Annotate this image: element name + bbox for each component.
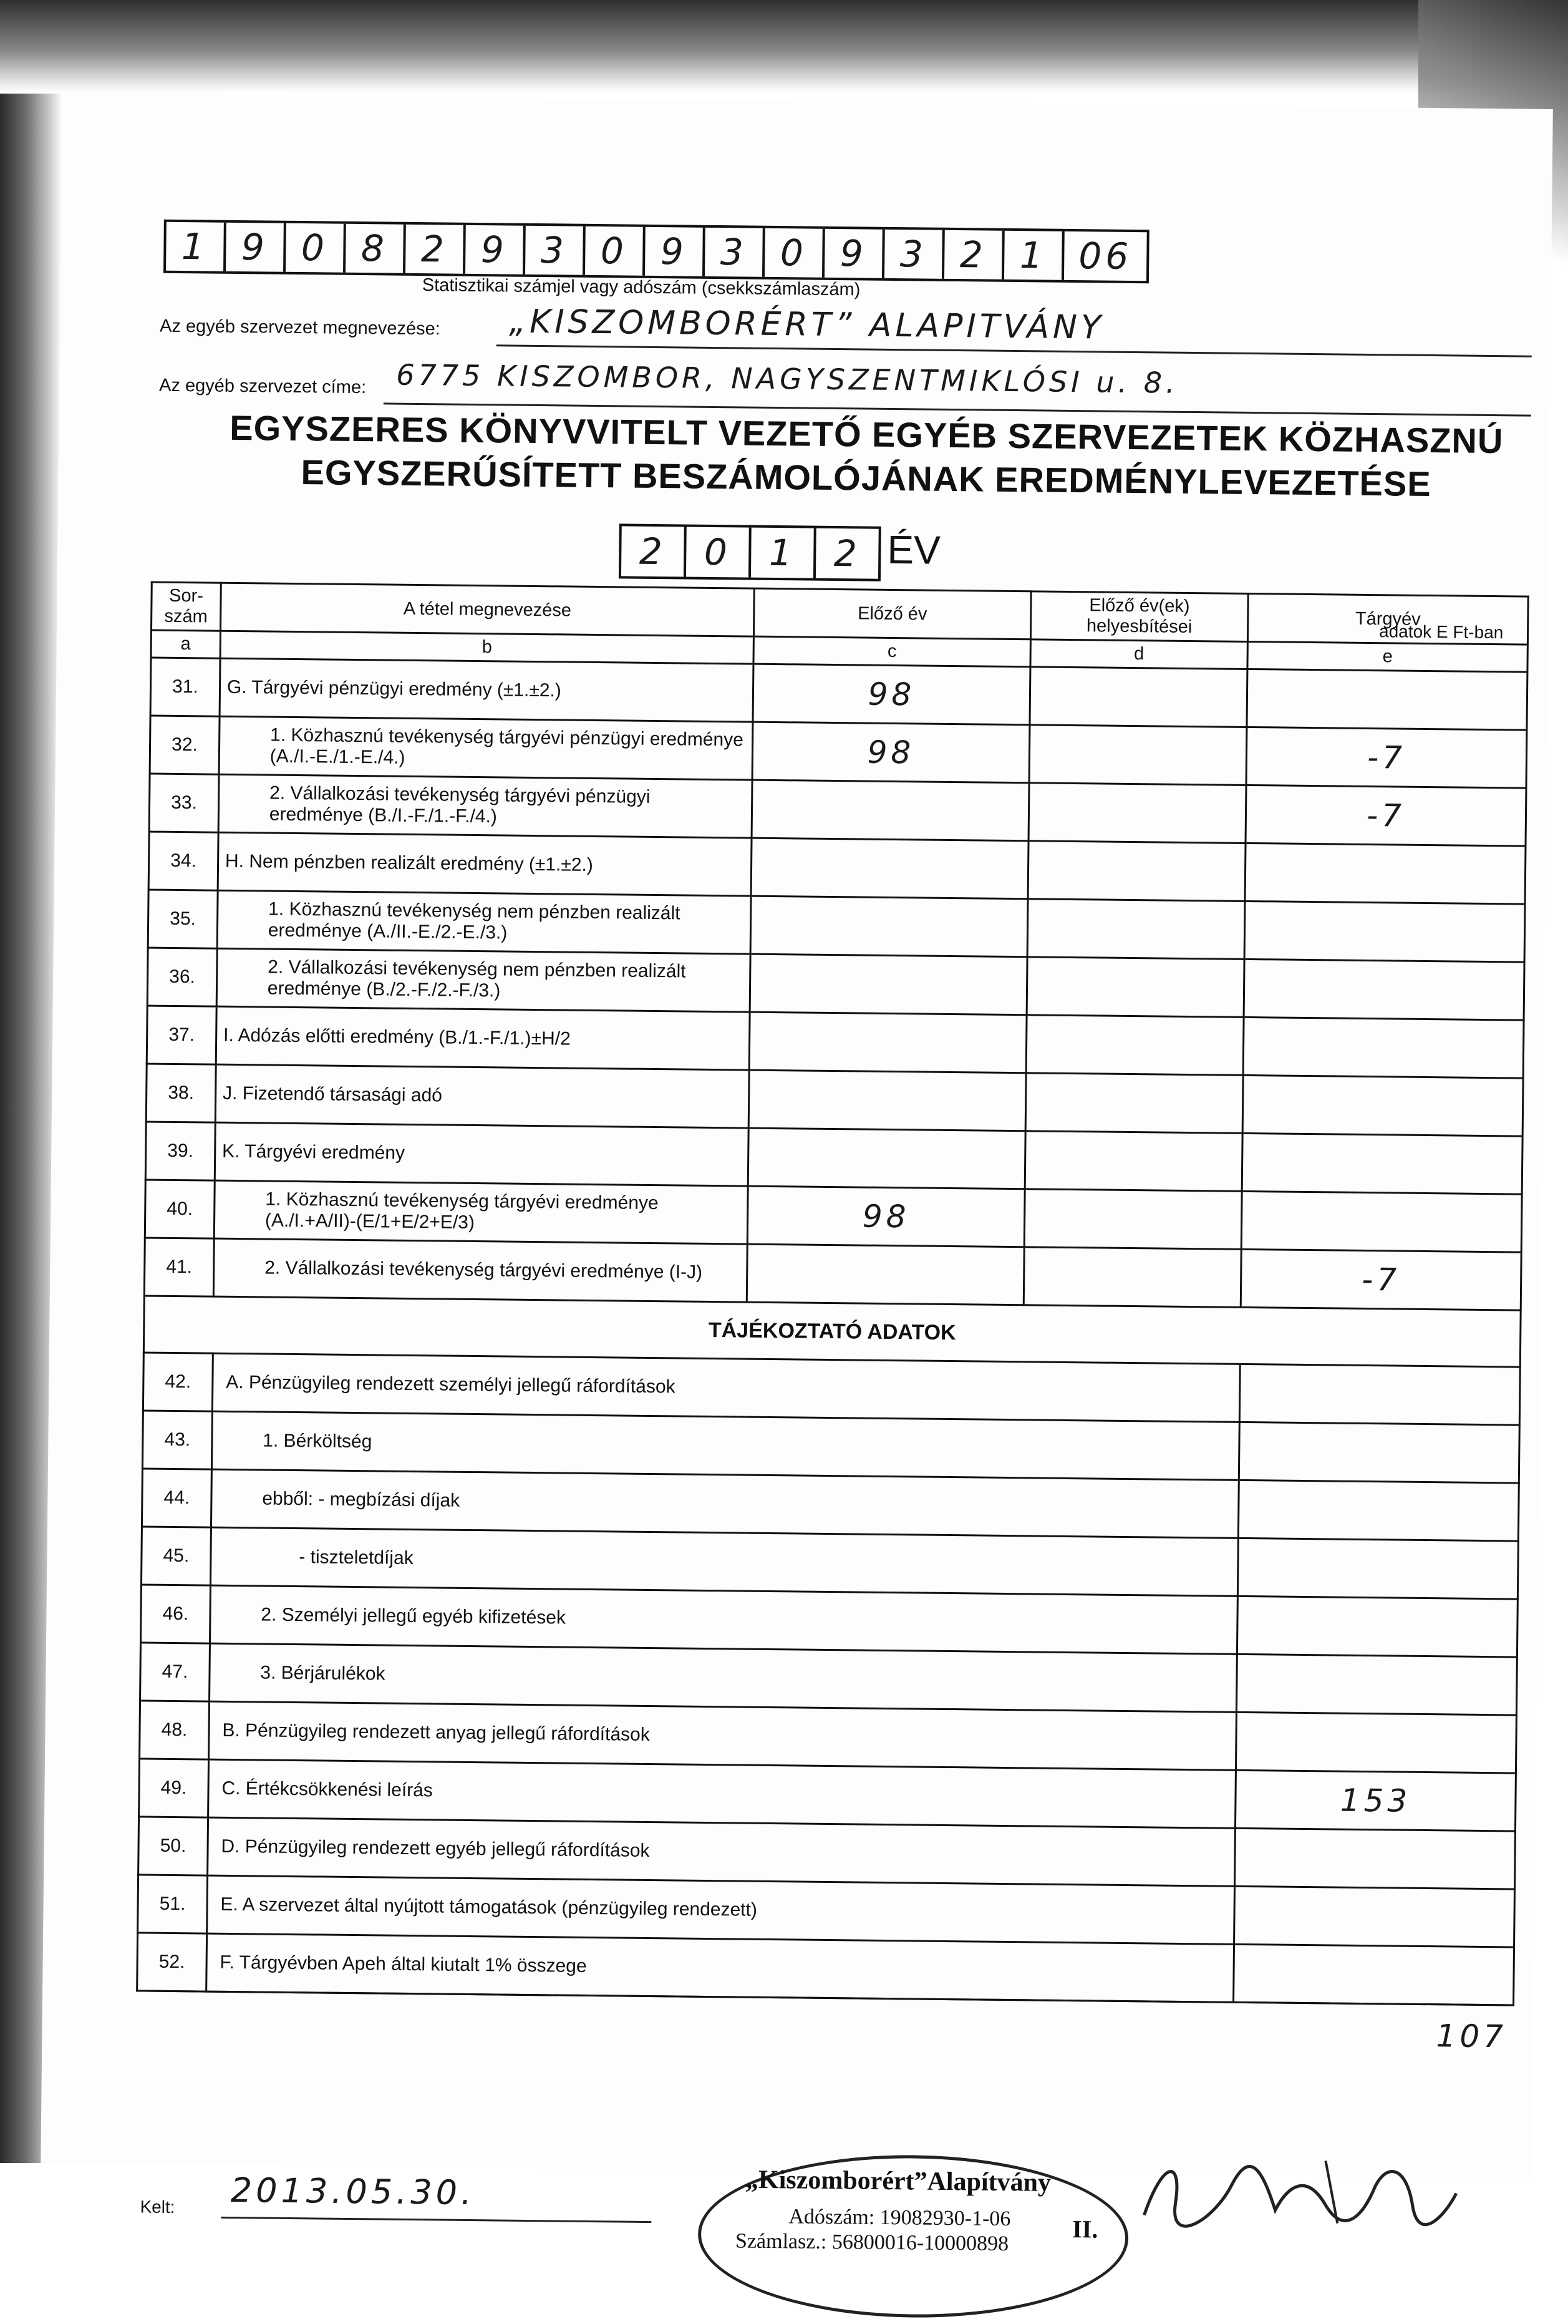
info-row-label: E. A szervezet által nyújtott támogatások (pénzügyileg rendezett) — [207, 1875, 1235, 1944]
id-digit-box: 0 — [765, 228, 825, 278]
id-digit-box: 9 — [465, 225, 526, 275]
unit-note: adatok E Ft-ban — [1378, 621, 1504, 643]
row-prev-value: 98 — [747, 1186, 1024, 1247]
year-suffix: ÉV — [887, 527, 941, 573]
info-row-label: C. Értékcsökkenési leírás — [208, 1759, 1236, 1828]
row-current-value: -7 — [1246, 785, 1526, 846]
row-number: 38. — [146, 1064, 216, 1122]
row-prev-value — [750, 954, 1027, 1015]
info-row-label: F. Tárgyévben Apeh által kiutalt 1% összege — [206, 1933, 1234, 2002]
col-letter-e: e — [1247, 641, 1527, 672]
row-label: J. Fizetendő társasági adó — [215, 1064, 749, 1128]
row-correction-value — [1026, 1015, 1244, 1076]
info-row-label: B. Pénzügyileg rendezett anyag jellegű ráfordítások — [208, 1701, 1236, 1770]
row-correction-value — [1024, 1247, 1241, 1308]
row-prev-value — [747, 1244, 1024, 1305]
info-row-value — [1237, 1596, 1518, 1657]
row-prev-value — [748, 1070, 1025, 1131]
row-number: 37. — [147, 1006, 216, 1064]
info-row-number: 47. — [140, 1643, 210, 1701]
row-number: 40. — [145, 1180, 215, 1238]
date-line — [221, 2217, 651, 2223]
year-digit-box: 2 — [621, 526, 687, 576]
info-section-title: TÁJÉKOZTATÓ ADATOK — [143, 1296, 1521, 1367]
col-header-corr: Előző év(ek) helyesbítései — [1030, 591, 1248, 642]
row-current-value — [1242, 1133, 1522, 1194]
row-number: 39. — [145, 1122, 215, 1180]
info-row-value — [1237, 1654, 1517, 1715]
row-correction-value — [1024, 1189, 1242, 1250]
info-row-number: 42. — [143, 1353, 213, 1411]
row-current-value: -7 — [1246, 727, 1527, 788]
info-row-number: 44. — [142, 1469, 211, 1527]
id-digit-box: 2 — [405, 225, 466, 274]
row-label: 2. Vállalkozási tevékenység nem pénzben realizált eredménye (B./2.-F./2.-F./3.) — [216, 948, 750, 1012]
row-prev-value — [748, 1128, 1025, 1189]
info-row-number: 46. — [141, 1585, 211, 1643]
row-current-value — [1242, 1075, 1523, 1136]
row-label: 2. Vállalkozási tevékenység tárgyévi eredménye (I-J) — [213, 1238, 747, 1302]
col-letter-d: d — [1030, 639, 1248, 669]
info-row-value — [1239, 1364, 1520, 1425]
row-label: 1. Közhasznú tevékenység nem pénzben realizált eredménye (A./II.-E./2.-E./3.) — [217, 890, 751, 954]
org-address-value: 6775 KISZOMBOR, NAGYSZENTMIKLÓSI u. 8. — [396, 357, 1179, 400]
org-name-line — [496, 344, 1532, 357]
after-table-value: 107 — [1436, 2018, 1508, 2055]
id-digit-box: 8 — [346, 224, 406, 273]
id-digit-box: 9 — [226, 223, 286, 272]
row-number: 41. — [144, 1238, 214, 1296]
year-digit-box: 0 — [686, 527, 752, 578]
id-caption: Statisztikai számjel vagy adószám (csekkszámlaszám) — [422, 275, 861, 300]
id-digit-box: 3 — [705, 228, 765, 277]
row-label: 1. Közhasznú tevékenység tárgyévi pénzügyi eredménye (A./I.-E./1.-E./4.) — [219, 716, 753, 780]
info-row-label: - tiszteletdíjak — [210, 1527, 1238, 1596]
year-digit-box: 2 — [833, 532, 861, 575]
row-label: 2. Vállalkozási tevékenység tárgyévi pénzügyi eredménye (B./I.-F./1.-F./4.) — [218, 774, 752, 838]
info-row-number: 50. — [138, 1817, 208, 1875]
info-row-value — [1236, 1712, 1517, 1773]
info-row-number: 43. — [142, 1411, 212, 1469]
stamp-title: „Kiszomborért”Alapítvány — [745, 2165, 1052, 2197]
info-row-label: ebből: - megbízási díjak — [211, 1469, 1239, 1538]
org-address-label: Az egyéb szervezet címe: — [158, 375, 367, 398]
col-header-sorszam: Sor-szám — [152, 582, 221, 631]
row-correction-value — [1027, 899, 1245, 960]
info-row-label: 3. Bérjárulékok — [209, 1643, 1237, 1712]
col-header-name: A tétel megnevezése — [220, 583, 754, 636]
info-row-label: D. Pénzügyileg rendezett egyéb jellegű ráfordítások — [207, 1817, 1235, 1886]
row-correction-value — [1027, 957, 1244, 1018]
year-boxes — [619, 523, 881, 581]
row-prev-value — [750, 896, 1027, 957]
row-prev-value — [752, 780, 1028, 841]
row-number: 34. — [148, 832, 218, 890]
form-title-line2: EGYSZERŰSÍTETT BESZÁMOLÓJÁNAK EREDMÉNYLEVEZETÉSE — [301, 452, 1431, 504]
row-correction-value — [1028, 783, 1246, 844]
row-prev-value — [751, 838, 1028, 899]
id-digit-box: 0 — [585, 226, 646, 276]
id-digit-box: 9 — [645, 227, 705, 276]
row-current-value — [1244, 901, 1525, 962]
info-row-number: 49. — [139, 1759, 209, 1817]
row-label: H. Nem pénzben realizált eredmény (±1.±2.) — [218, 832, 752, 896]
date-value: 2013.05.30. — [230, 2171, 476, 2213]
row-prev-value: 98 — [753, 664, 1030, 725]
year-digit-box: 1 — [751, 528, 816, 578]
form-page — [41, 94, 1553, 2256]
row-number: 31. — [150, 658, 220, 716]
id-digit-box: 0 — [286, 223, 346, 273]
info-row-number: 45. — [141, 1527, 211, 1585]
info-row-label: 2. Személyi jellegű egyéb kifizetések — [210, 1585, 1237, 1654]
info-row-label: 1. Bérköltség — [211, 1411, 1239, 1480]
id-digit-box: 3 — [884, 230, 945, 279]
info-row-number: 48. — [140, 1701, 210, 1759]
id-digit-box: 1 — [166, 222, 226, 271]
stamp-account-number: Számlasz.: 56800016-10000898 — [735, 2229, 1009, 2256]
result-table — [135, 581, 1529, 2068]
col-letter-c: c — [753, 636, 1030, 667]
id-digit-box: 9 — [825, 229, 885, 278]
signature-image — [1138, 2146, 1463, 2237]
row-correction-value — [1028, 841, 1246, 902]
info-row-value — [1234, 1944, 1514, 2005]
row-current-value — [1245, 843, 1526, 904]
row-prev-value: 98 — [752, 722, 1029, 783]
info-row-number: 51. — [138, 1875, 208, 1933]
info-row-label: A. Pénzügyileg rendezett személyi jellegű ráfordítások — [212, 1353, 1240, 1422]
col-header-prev: Előző év — [754, 588, 1031, 639]
info-row-value — [1239, 1422, 1520, 1483]
row-label: G. Tárgyévi pénzügyi eredmény (±1.±2.) — [220, 658, 753, 722]
form-title-line1: EGYSZERES KÖNYVVITELT VEZETŐ EGYÉB SZERVEZETEK KÖZHASZNÚ — [229, 407, 1504, 461]
row-label: K. Tárgyévi eredmény — [215, 1122, 748, 1186]
col-header-current: Tárgyév — [1248, 593, 1529, 644]
id-digit-box: 2 — [944, 230, 1005, 280]
stamp-tax-number: Adószám: 19082930-1-06 — [788, 2205, 1011, 2231]
org-name-value: „KISZOMBORÉRT” ALAPITVÁNY — [508, 303, 1105, 347]
col-letter-a: a — [151, 630, 220, 658]
col-letter-b: b — [220, 631, 754, 664]
id-digit-box: 06 — [1078, 235, 1133, 278]
row-number: 35. — [148, 890, 218, 948]
row-current-value — [1241, 1191, 1522, 1252]
info-row-value — [1234, 1886, 1515, 1947]
stamp-side-mark: II. — [1072, 2215, 1098, 2244]
row-current-value: -7 — [1241, 1249, 1521, 1310]
id-digit-box: 3 — [525, 226, 586, 275]
id-digit-box: 1 — [1004, 231, 1065, 280]
row-number: 33. — [149, 774, 219, 832]
row-label: I. Adózás előtti eredmény (B./1.-F./1.)±H/2 — [216, 1006, 750, 1070]
info-row-number: 52. — [137, 1933, 207, 1991]
info-row-value — [1238, 1538, 1519, 1599]
id-number-boxes — [163, 220, 1149, 284]
date-label: Kelt: — [140, 2197, 175, 2217]
info-row-value — [1235, 1828, 1516, 1889]
row-correction-value — [1029, 725, 1247, 785]
row-correction-value — [1030, 667, 1247, 727]
row-current-value — [1247, 669, 1527, 730]
row-prev-value — [749, 1012, 1026, 1073]
row-label: 1. Közhasznú tevékenység tárgyévi eredménye (A./I.+A/II)-(E/1+E/2+E/3) — [214, 1180, 748, 1244]
row-correction-value — [1025, 1073, 1243, 1134]
info-row-value: 153 — [1236, 1770, 1516, 1831]
row-current-value — [1243, 1017, 1524, 1078]
info-row-value — [1239, 1480, 1519, 1541]
row-correction-value — [1025, 1131, 1242, 1192]
row-number: 32. — [150, 716, 220, 774]
scan-shadow-top — [0, 0, 1568, 94]
row-number: 36. — [147, 948, 217, 1006]
row-current-value — [1244, 959, 1524, 1020]
org-name-label: Az egyéb szervezet megnevezése: — [159, 316, 440, 339]
